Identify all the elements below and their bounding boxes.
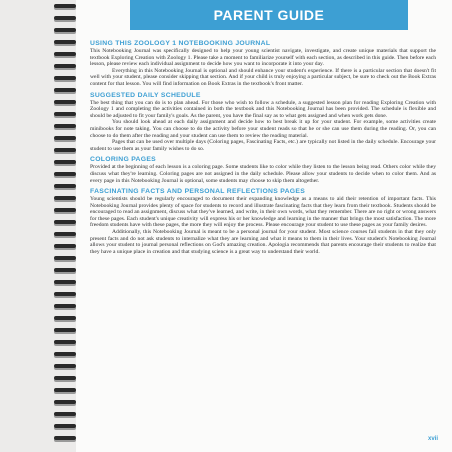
binding-coil — [54, 172, 76, 176]
binding-coil — [54, 436, 76, 440]
binding-coil — [54, 52, 76, 56]
section-heading-fascinating-facts: FASCINATING FACTS AND PERSONAL REFLECTIONS PAGES — [90, 188, 306, 196]
spiral-binding — [0, 0, 76, 452]
binding-coil — [54, 424, 76, 428]
binding-coil — [54, 220, 76, 224]
binding-coil — [54, 232, 76, 236]
binding-coil — [54, 40, 76, 44]
binding-coil — [54, 340, 76, 344]
page-number: xvii — [427, 436, 438, 442]
binding-coil — [54, 160, 76, 164]
page-title: PARENT GUIDE — [213, 7, 325, 23]
paragraph: This Notebooking Journal was specifically designed to help your young scientist navigate, investigate, and create unique materials that support the textbook Exploring Creation with Zoology 1. Please take a moment to familiarize yourself with each section, as described in this guide. Then before each lesson, please review each individual assignment to decide how you want to incorporate it into your day. — [90, 48, 436, 68]
binding-coil — [54, 292, 76, 296]
binding-coil — [54, 316, 76, 320]
binding-coil — [54, 364, 76, 368]
paragraph: The best thing that you can do is to plan ahead. For those who wish to follow a schedule, a suggested lesson plan for reading Exploring Creation with Zoology 1 and completing the activities contained in both the textbook and this Notebooking Journal has been provided. The schedule is flexible and should be adjusted to fit your family's goals. As the parent, you have the final say as to what gets assigned and when work gets done. — [90, 99, 436, 119]
binding-coil — [54, 88, 76, 92]
binding-coil — [54, 16, 76, 20]
binding-coil — [54, 136, 76, 140]
binding-coil — [54, 280, 76, 284]
binding-coil — [54, 352, 76, 356]
binding-coil — [54, 76, 76, 80]
binding-coil — [54, 184, 76, 188]
binding-coil — [54, 148, 76, 152]
document-page — [76, 0, 452, 452]
binding-coil — [54, 388, 76, 392]
paragraph: Pages that can be used over multiple days (Coloring pages, Fascinating Facts, etc.) are typically not listed in the daily schedule. Encourage your student to use them as your family wishes to do so. — [90, 139, 436, 152]
binding-coil — [54, 412, 76, 416]
paragraph: Provided at the beginning of each lesson is a coloring page. Some students like to color while they listen to the lesson being read. Others color while they discuss what they're learning. Coloring pages are not assigned in the daily schedule. Please allow your students to decide when to color them. And as every page in this Notebooking Journal is optional, some students may choose to skip them altogether. — [90, 164, 436, 184]
binding-coil — [54, 112, 76, 116]
section-heading-coloring-pages: COLORING PAGES — [90, 156, 157, 164]
binding-coil — [54, 196, 76, 200]
section-heading-daily-schedule: SUGGESTED DAILY SCHEDULE — [90, 91, 201, 99]
binding-coil — [54, 64, 76, 68]
binding-coil — [54, 376, 76, 380]
binding-coil — [54, 208, 76, 212]
page-title-banner — [130, 0, 408, 30]
binding-coil — [54, 400, 76, 404]
section-heading-using-journal: USING THIS ZOOLOGY 1 NOTEBOOKING JOURNAL — [90, 40, 271, 47]
paragraph: Everything in this Notebooking Journal is optional and should enhance your student's experience. If there is a particular section that doesn't fit well with your student, please consider skipping that section. And if your child is truly enjoying a particular subject, be sure to check out the Book Extras content for that lesson. You will find information on Book Extras in the textbook's front matter. — [90, 67, 436, 87]
binding-coil — [54, 304, 76, 308]
binding-coil — [54, 256, 76, 260]
binding-coil — [54, 244, 76, 248]
binding-coil — [54, 28, 76, 32]
binding-coil — [54, 268, 76, 272]
paragraph: Young scientists should be regularly encouraged to document their expanding knowledge as a means to aid their retention of important facts. This Notebooking Journal provides plenty of space for students to record and illustrate fascinating facts that they learn from their textbook. Students should be encouraged to read an assignment, discuss what they've learned, and write, in their own words, what they remember. There are no right or wrong answers for these pages. Each student's unique creativity will express his or her knowledge and learning in the manner that brings the most satisfaction. The more freedom students have with these pages, the more they will enjoy the process. Please encourage your student to use these pages as your family desires. — [90, 196, 436, 229]
paragraph: You should look ahead at each daily assignment and decide how to best break it up for your student. For example, some activities create minibooks for note taking. You can choose to do the activity before your student reads so that he or she can use them during the reading. Or, you can choose to do them after the reading and your student can use them to review the reading material. — [90, 119, 436, 139]
page-content — [90, 36, 436, 255]
binding-coil — [54, 100, 76, 104]
paragraph: Additionally, this Notebooking Journal is meant to be a personal journal for your student. Most science courses fail students in that they only present facts and do not ask students to internalize what they are learning and what it means to them in their lives. Your student's Notebooking Journal allows your student to journal personal reflections on God's amazing creation. Apologia recommends that parents encourage their students to realize that they have a unique place in creation and that studying science is a great way to understand their world. — [90, 229, 436, 255]
binding-coil — [54, 124, 76, 128]
binding-coil — [54, 328, 76, 332]
binding-coil — [54, 4, 76, 8]
